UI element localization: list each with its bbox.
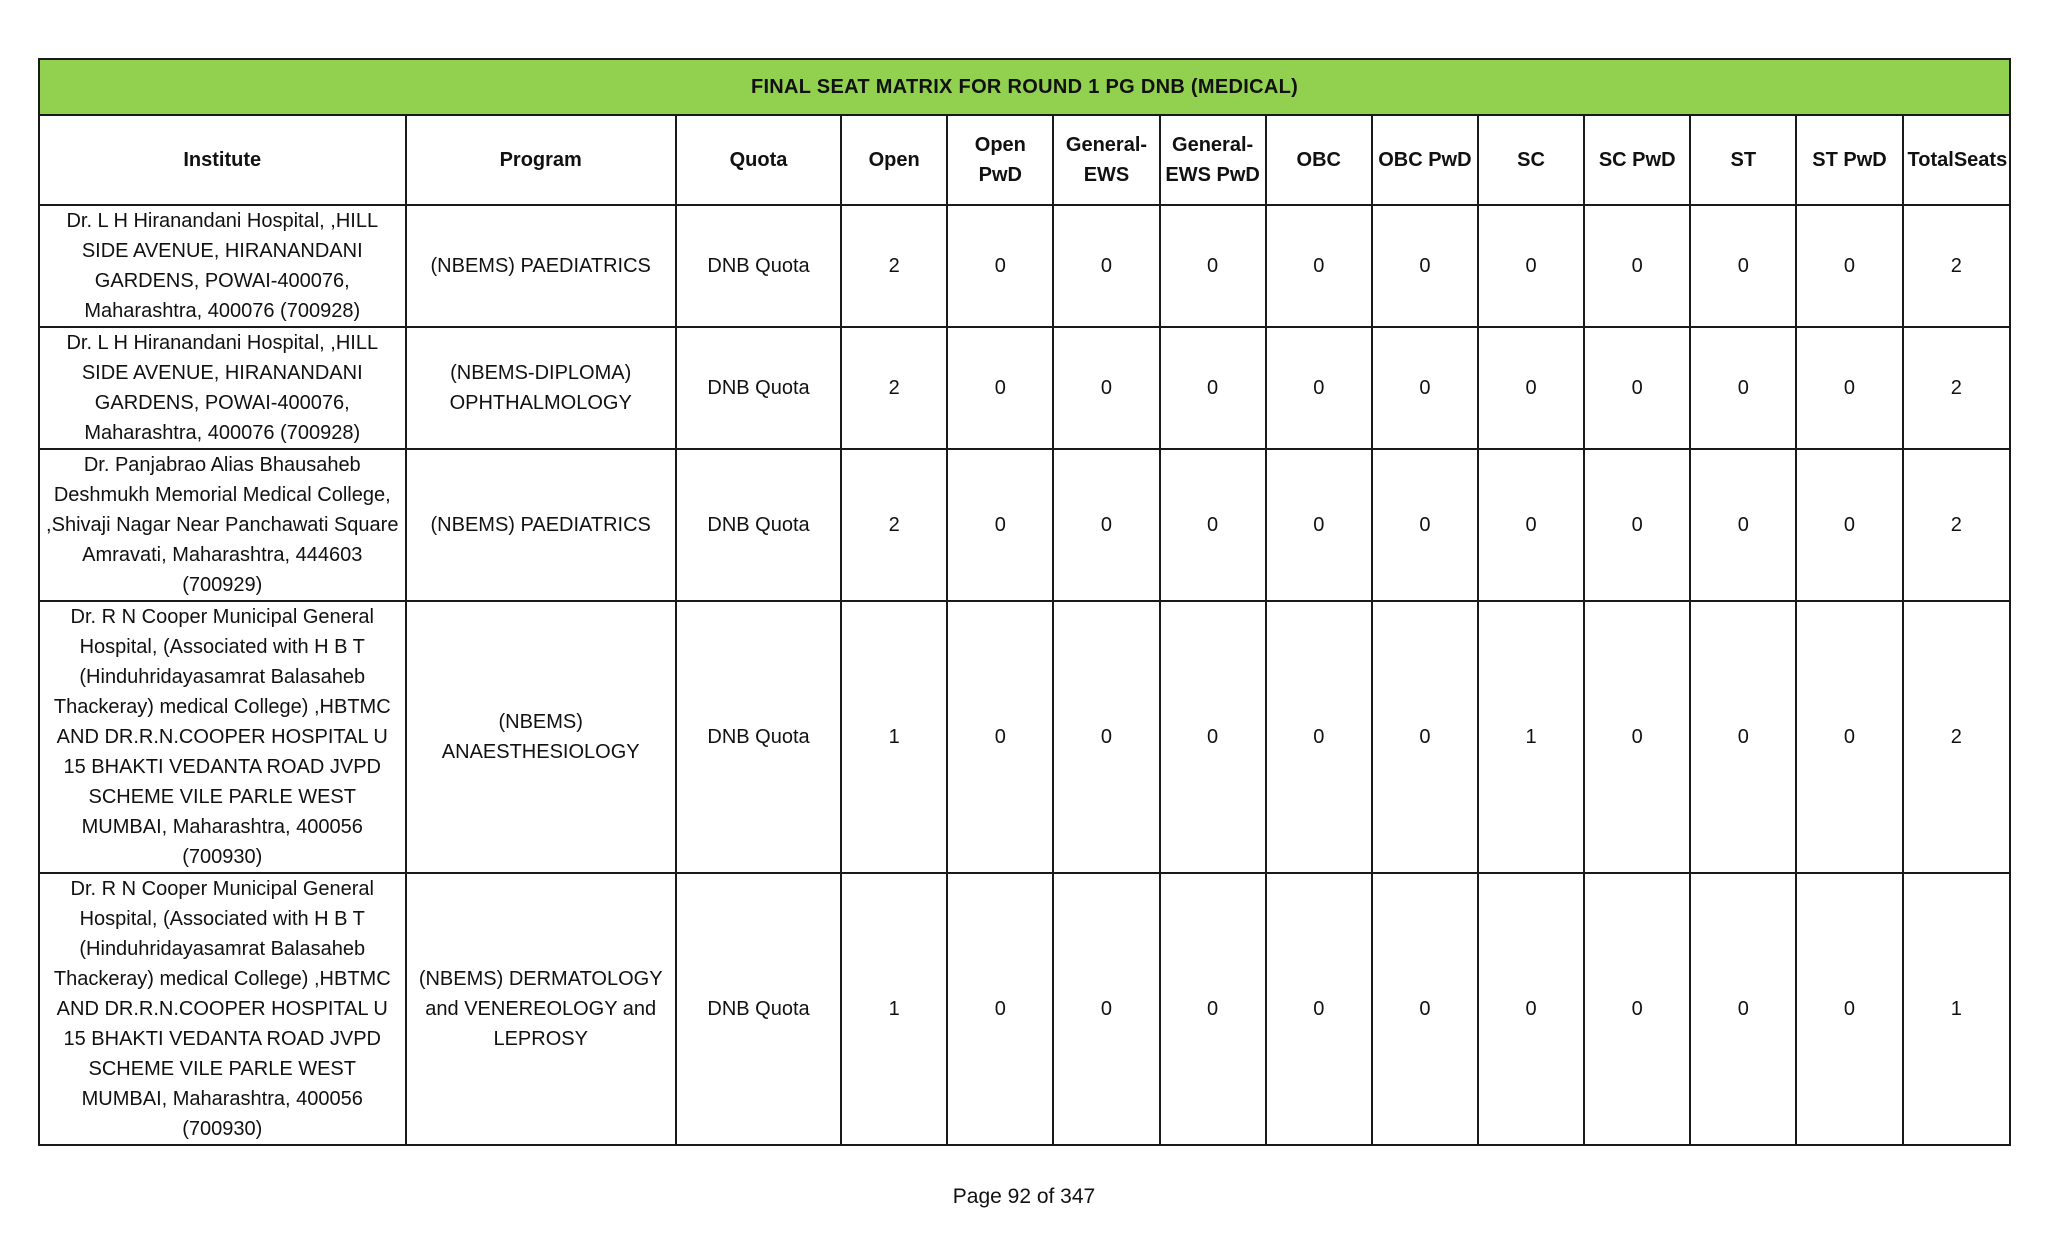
table-row [39,205,2010,327]
seat-count-cell: 0 [1053,205,1159,327]
program-cell: (NBEMS) PAEDIATRICS [406,449,676,601]
seat-count-cell: 0 [1372,449,1478,601]
seat-matrix-sheet [38,58,2011,1146]
table-title: FINAL SEAT MATRIX FOR ROUND 1 PG DNB (MEDICAL) [39,59,2010,115]
column-header: Institute [39,115,406,205]
seat-count-cell: 0 [1690,873,1796,1145]
seat-count-cell: 2 [841,205,947,327]
seat-count-cell: 0 [1690,601,1796,873]
seat-count-cell: 0 [1053,873,1159,1145]
seat-count-cell: 0 [1266,449,1372,601]
total-seats-cell: 2 [1903,601,2010,873]
institute-cell: Dr. L H Hiranandani Hospital, ,HILL SIDE AVENUE, HIRANANDANI GARDENS, POWAI-400076, Maharashtra, 400076 (700928) [39,327,406,449]
seat-count-cell: 0 [947,449,1053,601]
seat-count-cell: 0 [1796,327,1902,449]
quota-cell: DNB Quota [676,873,841,1145]
program-cell: (NBEMS) DERMATOLOGY and VENEREOLOGY and LEPROSY [406,873,676,1145]
institute-cell: Dr. R N Cooper Municipal General Hospital, (Associated with H B T (Hinduhridayasamrat Balasaheb Thackeray) medical College) ,HBTMC AND DR.R.N.COOPER HOSPITAL U 15 BHAKTI VEDANTA ROAD JVPD SCHEME VILE PARLE WEST MUMBAI, Maharashtra, 400056 (700930) [39,873,406,1145]
seat-count-cell: 0 [1160,205,1266,327]
institute-cell: Dr. R N Cooper Municipal General Hospital, (Associated with H B T (Hinduhridayasamrat Balasaheb Thackeray) medical College) ,HBTMC AND DR.R.N.COOPER HOSPITAL U 15 BHAKTI VEDANTA ROAD JVPD SCHEME VILE PARLE WEST MUMBAI, Maharashtra, 400056 (700930) [39,601,406,873]
seat-count-cell: 0 [1160,601,1266,873]
seat-count-cell: 0 [1796,205,1902,327]
seat-count-cell: 0 [1584,449,1690,601]
seat-count-cell: 0 [1796,873,1902,1145]
seat-count-cell: 0 [1796,449,1902,601]
seat-count-cell: 1 [841,601,947,873]
seat-count-cell: 0 [1584,873,1690,1145]
total-seats-cell: 2 [1903,449,2010,601]
column-header: TotalSeats [1903,115,2010,205]
seat-count-cell: 0 [1160,449,1266,601]
institute-cell: Dr. Panjabrao Alias Bhausaheb Deshmukh Memorial Medical College, ,Shivaji Nagar Near Panchawati Square Amravati, Maharashtra, 444603 (700929) [39,449,406,601]
column-header: SC PwD [1584,115,1690,205]
seat-count-cell: 0 [1160,327,1266,449]
seat-count-cell: 0 [1372,601,1478,873]
seat-count-cell: 0 [947,601,1053,873]
quota-cell: DNB Quota [676,449,841,601]
column-header: ST PwD [1796,115,1902,205]
page-number: Page 92 of 347 [952,1185,1096,1208]
seat-count-cell: 0 [1796,601,1902,873]
seat-count-cell: 0 [1584,327,1690,449]
table-row [39,449,2010,601]
seat-count-cell: 0 [1266,601,1372,873]
table-row [39,873,2010,1145]
seat-count-cell: 0 [1053,601,1159,873]
seat-count-cell: 0 [1690,205,1796,327]
seat-count-cell: 2 [841,449,947,601]
seat-count-cell: 0 [1372,873,1478,1145]
quota-cell: DNB Quota [676,327,841,449]
seat-count-cell: 0 [1053,327,1159,449]
seat-count-cell: 0 [947,873,1053,1145]
seat-count-cell: 0 [1478,873,1584,1145]
table-row [39,327,2010,449]
seat-count-cell: 0 [1160,873,1266,1145]
program-cell: (NBEMS-DIPLOMA) OPHTHALMOLOGY [406,327,676,449]
seat-count-cell: 0 [947,205,1053,327]
total-seats-cell: 1 [1903,873,2010,1145]
column-header: Open [841,115,947,205]
seat-count-cell: 0 [1266,205,1372,327]
seat-count-cell: 0 [1690,327,1796,449]
seat-count-cell: 0 [1584,601,1690,873]
total-seats-cell: 2 [1903,327,2010,449]
column-header: OBC PwD [1372,115,1478,205]
column-header: Program [406,115,676,205]
seat-count-cell: 0 [1690,449,1796,601]
seat-count-cell: 0 [1478,327,1584,449]
seat-count-cell: 0 [1372,327,1478,449]
seat-count-cell: 0 [1478,205,1584,327]
seat-count-cell: 0 [1478,449,1584,601]
seat-count-cell: 0 [1372,205,1478,327]
seat-count-cell: 0 [1266,327,1372,449]
program-cell: (NBEMS) PAEDIATRICS [406,205,676,327]
column-header: SC [1478,115,1584,205]
table-body [39,205,2010,1145]
header-row [39,115,2010,205]
seat-matrix-table [38,58,2011,1146]
seat-count-cell: 1 [841,873,947,1145]
column-header: OBC [1266,115,1372,205]
seat-count-cell: 0 [1266,873,1372,1145]
seat-count-cell: 0 [1584,205,1690,327]
column-header: Quota [676,115,841,205]
seat-count-cell: 0 [1053,449,1159,601]
institute-cell: Dr. L H Hiranandani Hospital, ,HILL SIDE AVENUE, HIRANANDANI GARDENS, POWAI-400076, Maharashtra, 400076 (700928) [39,205,406,327]
column-header: Open PwD [947,115,1053,205]
column-header: ST [1690,115,1796,205]
seat-count-cell: 0 [947,327,1053,449]
column-header: General-EWS [1053,115,1159,205]
column-header: General-EWS PwD [1160,115,1266,205]
program-cell: (NBEMS) ANAESTHESIOLOGY [406,601,676,873]
quota-cell: DNB Quota [676,601,841,873]
total-seats-cell: 2 [1903,205,2010,327]
seat-count-cell: 1 [1478,601,1584,873]
quota-cell: DNB Quota [676,205,841,327]
seat-count-cell: 2 [841,327,947,449]
table-row [39,601,2010,873]
